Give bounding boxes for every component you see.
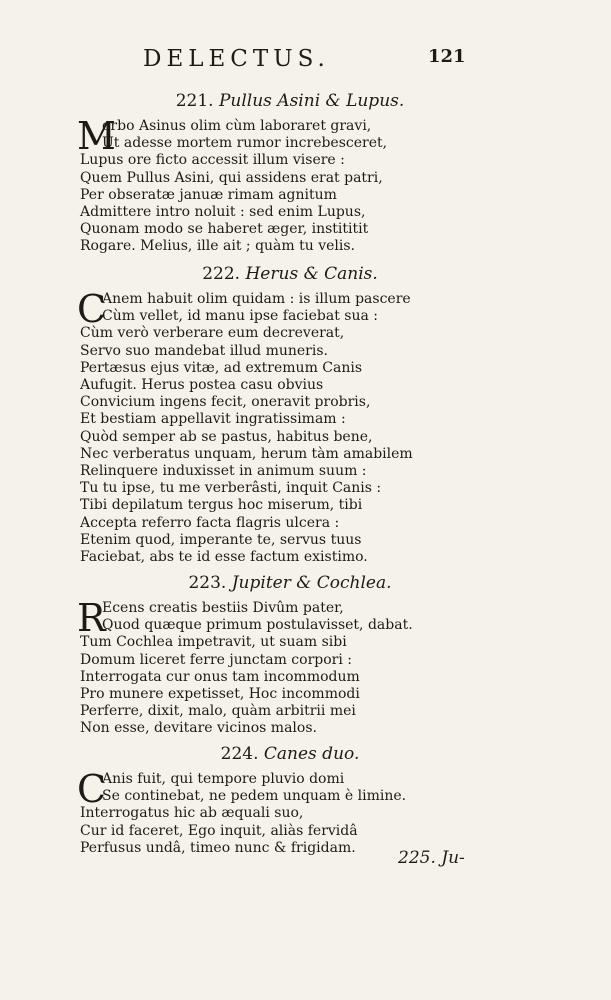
- verse-line: Accepta referro facta flagris ulcera :: [80, 514, 340, 531]
- fable-title-text: Herus & Canis.: [245, 264, 378, 284]
- verse-line: Quonam modo se haberet æger, instititit: [80, 221, 369, 238]
- fable-title-text: Jupiter & Cochlea.: [231, 573, 392, 593]
- verse-line: Non esse, devitare vicinos malos.: [80, 720, 317, 737]
- fable-223: [77, 572, 480, 738]
- verse-line: Interrogatus hic ab æquali suo,: [80, 805, 304, 822]
- verse-line: Convicium ingens fecit, oneravit probris,: [80, 394, 371, 411]
- fable-number: 223.: [188, 573, 227, 593]
- verse-line: Pertæsus ejus vitæ, ad extremum Canis: [80, 359, 363, 376]
- fable-title: [80, 743, 480, 765]
- verse-line: Faciebat, abs te id esse factum existimo.: [80, 549, 368, 566]
- fable-verse: [77, 114, 480, 256]
- running-head-title: DELECTUS.: [143, 46, 330, 72]
- verse-line: Anis fuit, qui tempore pluvio domi: [102, 771, 345, 787]
- verse-line: Lupus ore ficto accessit illum visere :: [80, 152, 345, 169]
- verse-line: Etenim quod, imperante te, servus tuus: [80, 531, 362, 548]
- drop-capital: C: [77, 287, 107, 331]
- verse-line: Domum liceret ferre junctam corpori :: [80, 651, 352, 668]
- fable-title: [80, 263, 480, 285]
- fable-title-text: Canes duo.: [263, 744, 360, 764]
- verse-line: Tibi depilatum tergus hoc miserum, tibi: [80, 497, 363, 514]
- verse-line: Cùm verò verberare eum decreverat,: [80, 325, 345, 342]
- fable-number: 224.: [220, 744, 259, 764]
- verse-line: Se continebat, ne pedem unquam è limine.: [102, 788, 407, 805]
- drop-capital: M: [77, 114, 116, 158]
- verse-line: Admittere intro noluit : sed enim Lupus,: [80, 204, 366, 221]
- fable-verse: [77, 596, 480, 738]
- verse-line: Ecens creatis bestiis Divûm pater,: [102, 600, 344, 616]
- verse-line: Tu tu ipse, tu me verberâsti, inquit Canis :: [80, 480, 382, 497]
- fable-221: [77, 90, 480, 256]
- fable-title: [80, 90, 480, 112]
- fable-number: 222.: [202, 264, 241, 284]
- verse-line: Cùm vellet, id manu ipse faciebat sua :: [102, 308, 379, 325]
- verse-line: Per obseratæ januæ rimam agnitum: [80, 186, 337, 203]
- catchword: 225. Ju-: [398, 848, 465, 868]
- verse-line: Perferre, dixit, malo, quàm arbitrii mei: [80, 703, 356, 720]
- verse-line: Quod quæque primum postulavisset, dabat.: [102, 617, 413, 634]
- verse-line: Servo suo mandebat illud muneris.: [80, 342, 328, 359]
- running-head: [0, 46, 611, 76]
- verse-line: Relinquere induxisset in animum suum :: [80, 463, 367, 480]
- fable-number: 221.: [175, 91, 214, 111]
- verse-line: Et bestiam appellavit ingratissimam :: [80, 411, 346, 428]
- fable-verse: [77, 287, 480, 566]
- verse-line: Ut adesse mortem rumor increbesceret,: [102, 135, 388, 152]
- verse-line: orbo Asinus olim cùm laboraret gravi,: [102, 118, 372, 134]
- page-number: 121: [428, 46, 466, 67]
- fable-224: [77, 743, 480, 857]
- verse-line: Quem Pullus Asini, qui assidens erat patri,: [80, 169, 383, 186]
- fable-verse: [77, 767, 480, 857]
- verse-line: Aufugit. Herus postea casu obvius: [80, 377, 324, 394]
- verse-line: Perfusus undâ, timeo nunc & frigidam.: [80, 839, 356, 856]
- verse-line: Cur id faceret, Ego inquit, aliàs fervidâ: [80, 822, 358, 839]
- fable-title: [80, 572, 480, 594]
- verse-line: Quòd semper ab se pastus, habitus bene,: [80, 428, 373, 445]
- verse-line: Pro munere expetisset, Hoc incommodi: [80, 686, 360, 703]
- fable-title-text: Pullus Asini & Lupus.: [218, 91, 405, 111]
- drop-capital: C: [77, 767, 107, 811]
- verse-line: Nec verberatus unquam, herum tàm amabilem: [80, 445, 413, 462]
- verse-line: Rogare. Melius, ille ait ; quàm tu velis.: [80, 238, 355, 255]
- verse-line: Interrogata cur onus tam incommodum: [80, 668, 360, 685]
- drop-capital: R: [77, 596, 106, 640]
- fable-222: [77, 263, 480, 566]
- verse-line: Tum Cochlea impetravit, ut suam sibi: [80, 634, 347, 651]
- verse-line: Anem habuit olim quidam : is illum pascere: [102, 291, 411, 307]
